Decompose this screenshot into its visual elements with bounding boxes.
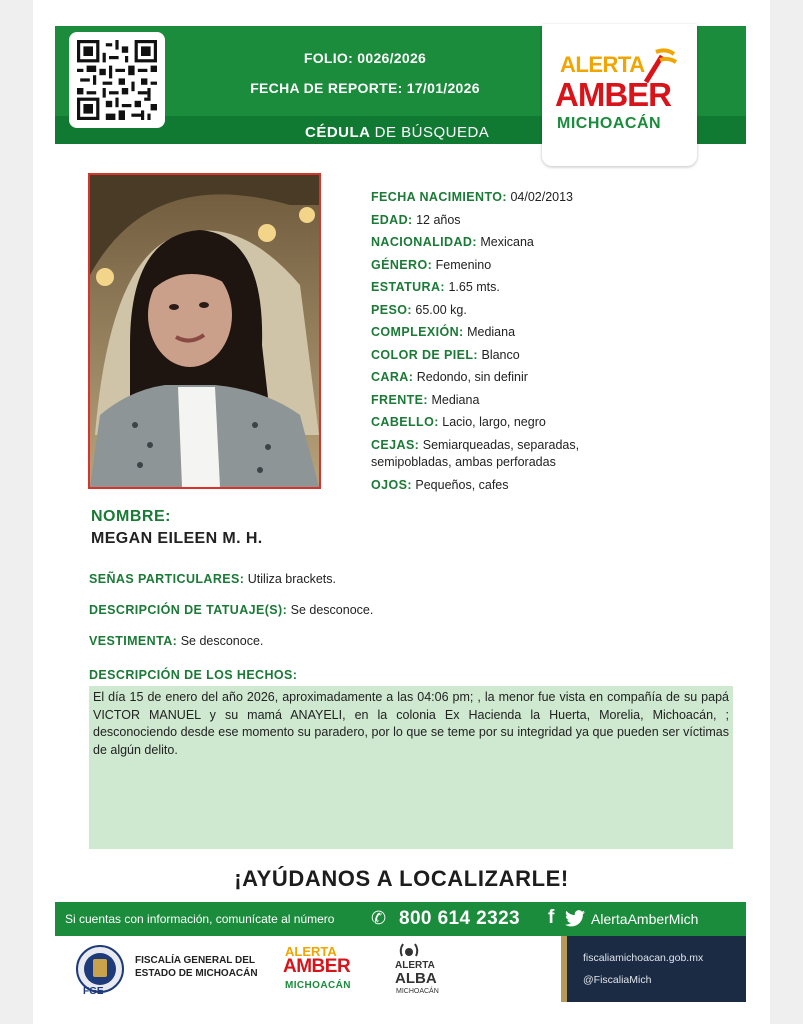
logo-michoacan: MICHOACÁN	[557, 115, 662, 132]
detail-label: EDAD:	[371, 212, 413, 227]
hechos-description: El día 15 de enero del año 2026, aproximadamente a las 04:06 pm; , la menor fue vista en compañía de su papá VICTOR MANUEL y su mamá ANAYELI, en la colonia Ex Hacienda la Huerta, Morelia, Michoacán, ; desconociendo desde ese momento su paradero, por lo que se teme por su integridad ya que pueden ser víctimas de algún delito.	[89, 686, 733, 849]
detail-label: OJOS:	[371, 478, 412, 492]
field-value: Utiliza brackets.	[247, 572, 337, 586]
alba-signal-icon	[397, 940, 421, 960]
contact-bar	[55, 902, 746, 936]
phone-number[interactable]: 800 614 2323	[399, 908, 521, 929]
footer-social-box	[561, 936, 746, 1002]
detail-frente	[371, 393, 479, 407]
person-name: MEGAN EILEEN M. H.	[91, 530, 263, 547]
footer-logos	[55, 936, 746, 1004]
qr-code[interactable]	[69, 32, 165, 128]
twitter-icon[interactable]	[565, 910, 585, 927]
fge-label: FGE	[83, 986, 104, 997]
footer-amber-amber: AMBER	[283, 956, 351, 977]
detail-genero	[371, 258, 491, 272]
detail-value: Blanco	[481, 347, 520, 362]
field-label: DESCRIPCIÓN DE TATUAJE(S):	[89, 603, 288, 617]
footer-amber-alerta: ALERTA	[285, 944, 337, 959]
detail-value: Mediana	[467, 325, 516, 339]
detail-cabello	[371, 415, 546, 429]
footer-social-handle[interactable]: @FiscaliaMich	[583, 974, 652, 986]
search-poster	[33, 0, 770, 1024]
footer-alba-alerta: ALERTA	[395, 960, 435, 971]
detail-edad	[371, 213, 461, 227]
footer-website[interactable]: fiscaliamichoacan.gob.mx	[583, 952, 704, 964]
detail-label: NACIONALIDAD:	[371, 235, 477, 249]
field-senas	[89, 572, 336, 586]
detail-label: CEJAS:	[371, 437, 420, 452]
detail-complexion	[371, 325, 515, 339]
detail-label: GÉNERO:	[371, 257, 433, 272]
name-label: NOMBRE:	[91, 508, 171, 525]
logo-amber: AMBER	[555, 76, 671, 113]
detail-cejas	[371, 438, 579, 452]
qr-code-icon	[77, 40, 157, 120]
detail-nacionalidad	[371, 235, 534, 249]
detail-value: Semiarqueadas, separadas,	[422, 437, 580, 452]
detail-ojos	[371, 478, 509, 492]
hechos-label: DESCRIPCIÓN DE LOS HECHOS:	[89, 668, 298, 682]
detail-label: CARA:	[371, 370, 414, 384]
alerta-amber-logo	[542, 24, 697, 166]
detail-label: FRENTE:	[371, 392, 428, 407]
footer-alba-alba: ALBA	[395, 970, 437, 987]
detail-value: 1.65 mts.	[448, 280, 500, 294]
detail-label: ESTATURA:	[371, 280, 445, 294]
detail-cara	[371, 370, 528, 384]
detail-label: PESO:	[371, 302, 412, 317]
person-photo	[88, 173, 321, 489]
field-value: Se desconoce.	[180, 634, 264, 648]
detail-value: 65.00 kg.	[415, 302, 467, 317]
footer-amber-michoacan: MICHOACÁN	[285, 980, 351, 991]
fge-name-line2: ESTADO DE MICHOACÁN	[135, 968, 258, 979]
detail-value: Pequeños, cafes	[415, 478, 509, 492]
phone-icon: ✆	[371, 908, 387, 928]
detail-label: FECHA NACIMIENTO:	[371, 190, 507, 204]
field-label: SEÑAS PARTICULARES:	[89, 572, 245, 586]
report-date-text: FECHA DE REPORTE: 17/01/2026	[250, 80, 480, 96]
field-tatuajes	[89, 603, 373, 617]
field-value: Se desconoce.	[290, 603, 374, 617]
detail-fecha-nacimiento	[371, 190, 573, 204]
detail-color-piel	[371, 348, 520, 362]
footer-alba-michoacan: MICHOACÁN	[396, 988, 439, 995]
detail-value-cont: semipobladas, ambas perforadas	[371, 455, 556, 469]
contact-text: Si cuentas con información, comunícate al número	[65, 912, 335, 926]
detail-cejas-cont	[371, 455, 556, 469]
folio-text: FOLIO: 0026/2026	[303, 50, 427, 66]
cedula-light: DE BÚSQUEDA	[374, 124, 490, 141]
fge-name	[135, 954, 258, 980]
detail-value: Redondo, sin definir	[416, 370, 528, 384]
detail-label: COMPLEXIÓN:	[371, 325, 464, 339]
detail-peso	[371, 303, 467, 317]
detail-estatura	[371, 280, 500, 294]
facebook-icon[interactable]: f	[548, 907, 555, 928]
portrait-image	[90, 175, 319, 487]
detail-value: Lacio, largo, negro	[442, 415, 546, 429]
cedula-title	[305, 124, 489, 141]
detail-label: COLOR DE PIEL:	[371, 347, 478, 362]
social-handle[interactable]: AlertaAmberMich	[591, 911, 699, 927]
field-vestimenta	[89, 634, 263, 648]
detail-label: CABELLO:	[371, 415, 439, 429]
fge-name-line1: FISCALÍA GENERAL DEL	[135, 955, 256, 966]
detail-value: Mediana	[431, 392, 480, 407]
field-label: VESTIMENTA:	[89, 634, 178, 648]
detail-value: Femenino	[435, 257, 492, 272]
logo-alerta: ALERTA	[560, 52, 645, 77]
detail-value: 12 años	[416, 212, 461, 227]
detail-value: Mexicana	[480, 235, 534, 249]
call-to-action: ¡AYÚDANOS A LOCALIZARLE!	[234, 866, 569, 891]
detail-value: 04/02/2013	[510, 190, 574, 204]
cedula-bold: CÉDULA	[305, 124, 370, 141]
